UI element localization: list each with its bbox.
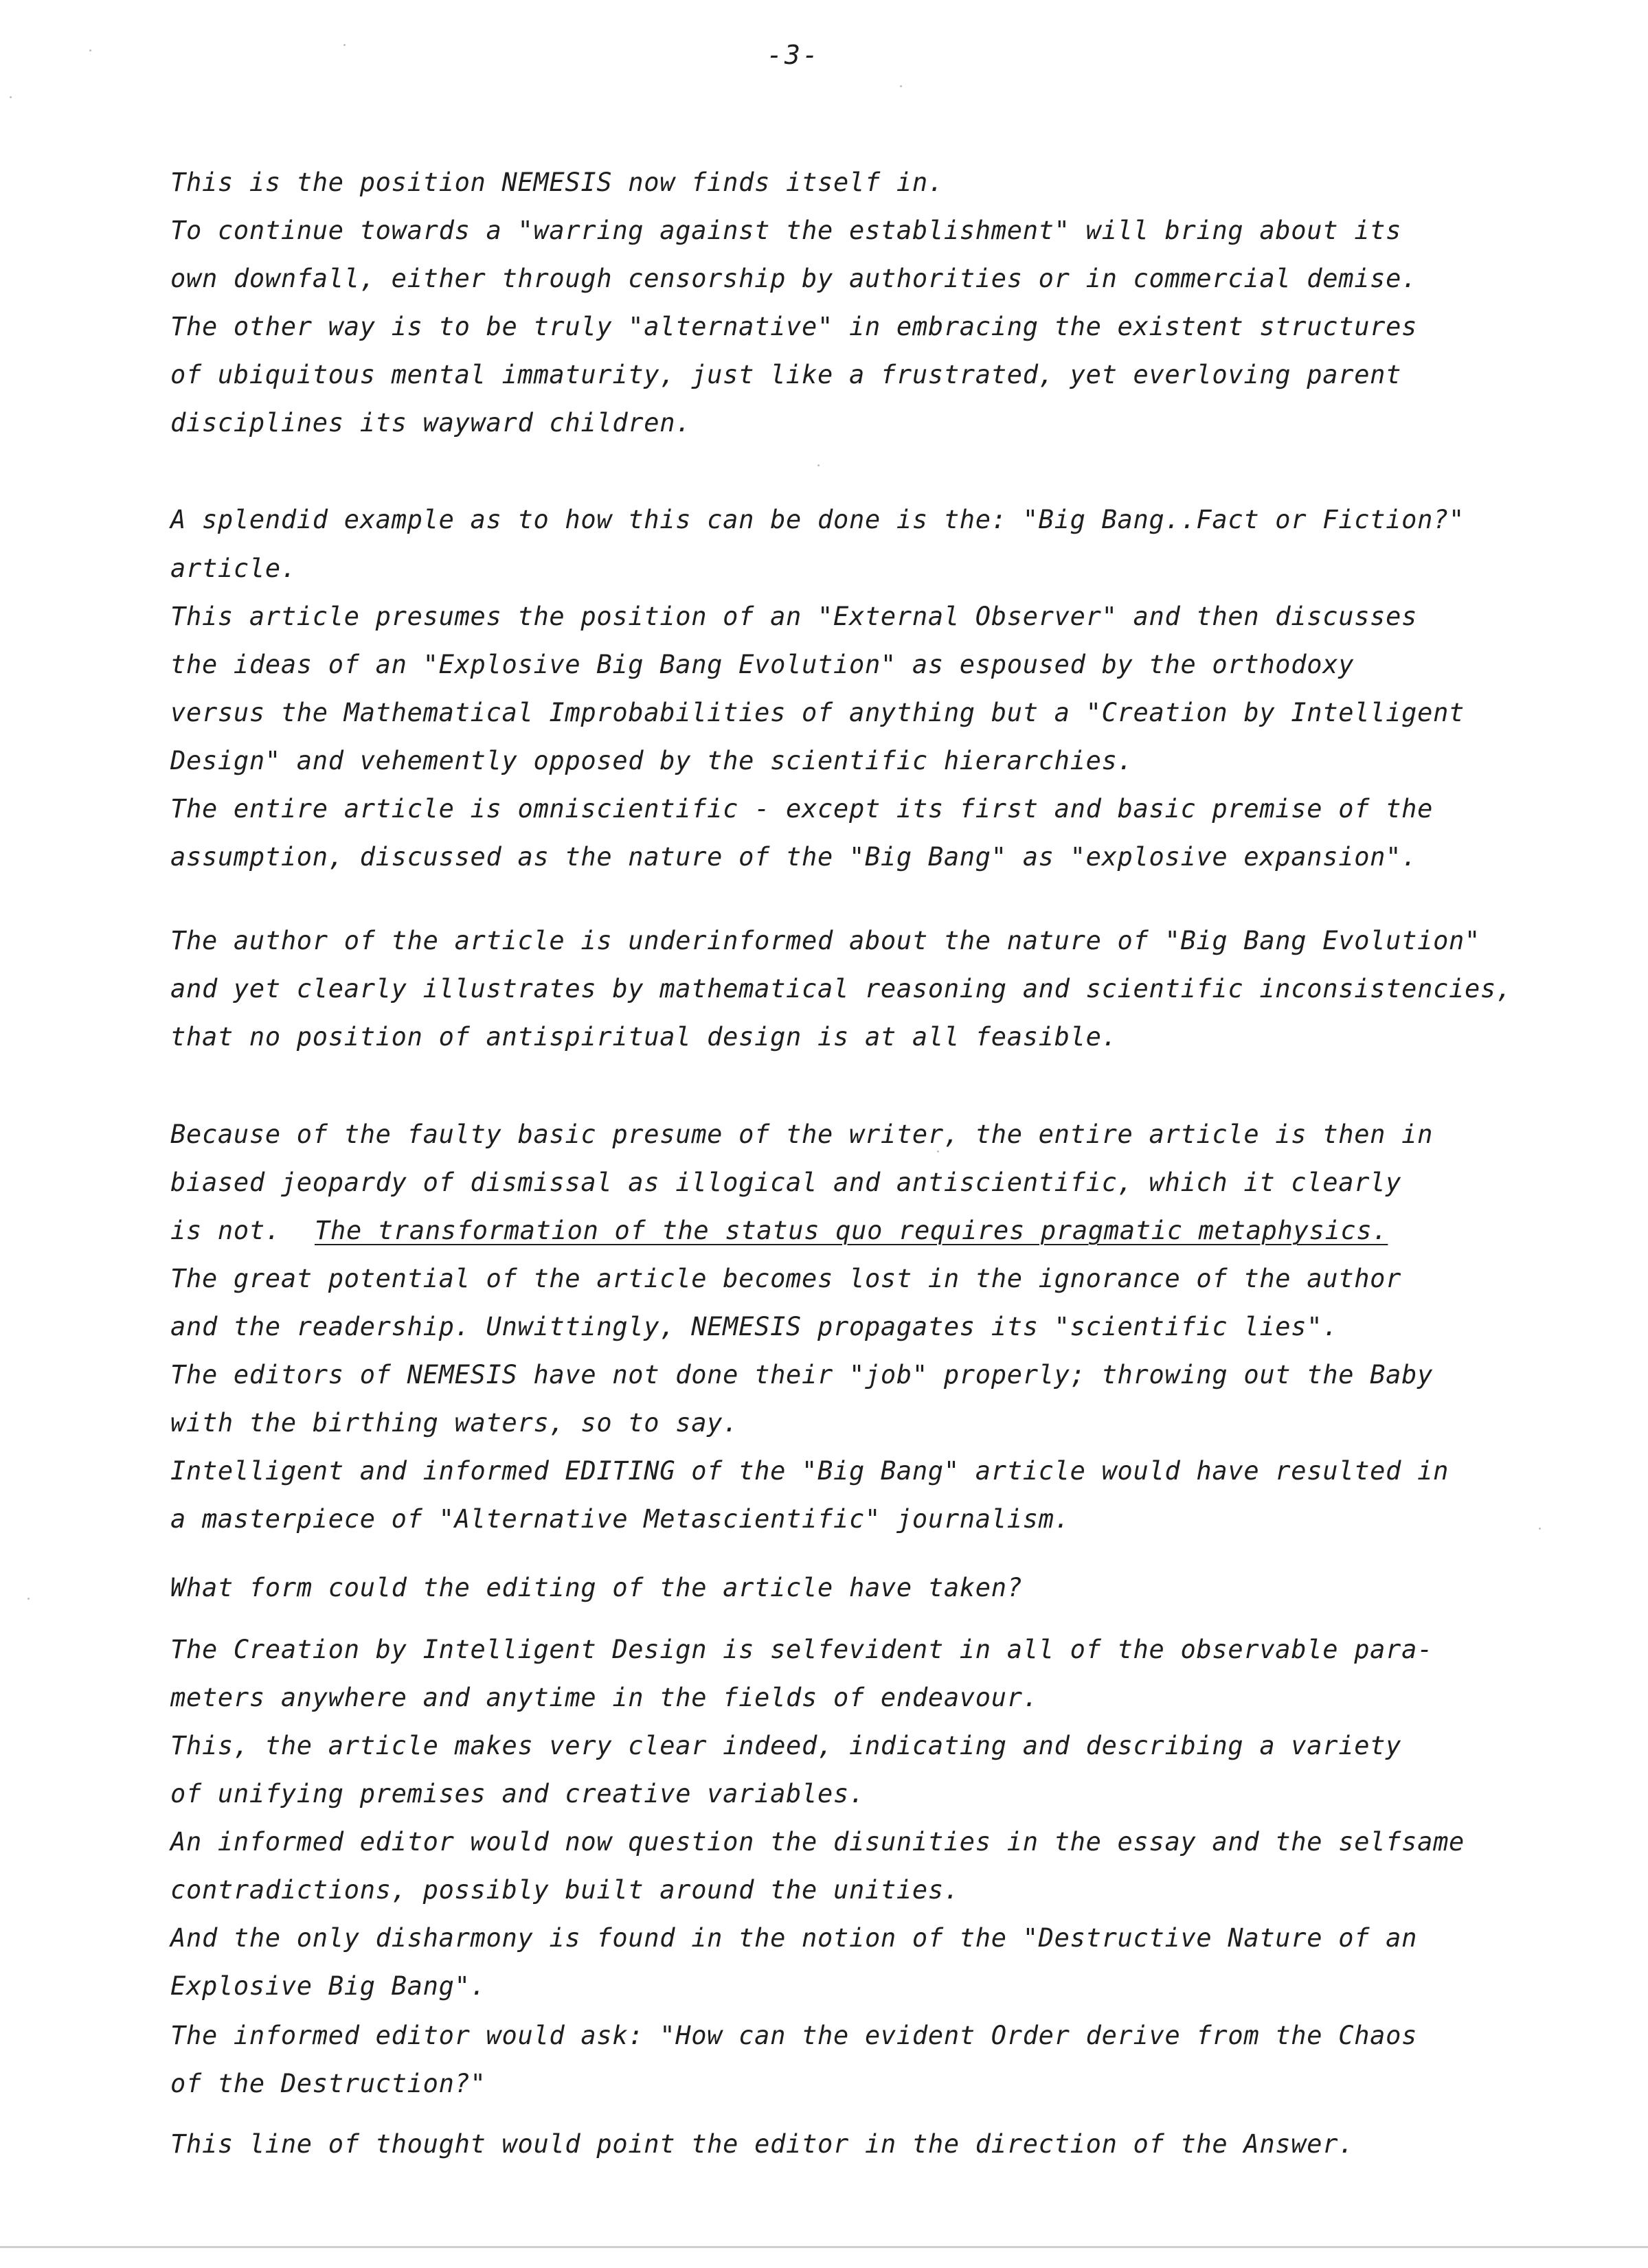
scan-speck (817, 464, 820, 466)
text-line: The entire article is omniscientific - except its first and basic premise of the (170, 794, 1434, 824)
text-line: assumption, discussed as the nature of the "Big Bang" as "explosive expansion". (170, 842, 1418, 872)
text-line: a masterpiece of "Alternative Metascientific" journalism. (170, 1504, 1070, 1534)
text-line: and yet clearly illustrates by mathematical reasoning and scientific inconsistencies, (170, 974, 1512, 1003)
scan-speck (343, 44, 346, 46)
text-line: The editors of NEMESIS have not done their "job" properly; throwing out the Baby (170, 1360, 1434, 1390)
scan-speck (10, 96, 12, 98)
text-line: A splendid example as to how this can be done is the: "Big Bang..Fact or Fiction?" (170, 505, 1465, 534)
text-line: Intelligent and informed EDITING of the "Big Bang" article would have resulted in (170, 1456, 1449, 1486)
scan-speck (1539, 1528, 1541, 1530)
text-line: that no position of antispiritual design is at all feasible. (170, 1022, 1118, 1052)
text-line: meters anywhere and anytime in the fields of endeavour. (170, 1683, 1039, 1712)
text-line: of unifying premises and creative variables. (170, 1779, 865, 1808)
scan-speck (900, 85, 902, 87)
page-bottom-edge (0, 2246, 1648, 2248)
text-line: And the only disharmony is found in the notion of the "Destructive Nature of an (170, 1923, 1418, 1953)
text-line: This, the article makes very clear indeed, indicating and describing a variety (170, 1731, 1402, 1760)
text-line: The author of the article is underinformed about the nature of "Big Bang Evolution" (170, 926, 1480, 955)
text-line: is not. (170, 1216, 281, 1245)
page-number: -3- (767, 40, 820, 70)
scan-speck (937, 1150, 939, 1153)
text-line: To continue towards a "warring against the establishment" will bring about its (170, 216, 1402, 245)
text-line: Because of the faulty basic presume of the writer, the entire article is then in (170, 1120, 1434, 1149)
text-line: The informed editor would ask: "How can the evident Order derive from the Chaos (170, 2021, 1418, 2050)
text-line: versus the Mathematical Improbabilities of anything but a "Creation by Intelligent (170, 698, 1465, 727)
text-line: This article presumes the position of an "External Observer" and then discusses (170, 602, 1418, 631)
scan-speck (89, 49, 91, 52)
text-line: contradictions, possibly built around the unities. (170, 1875, 960, 1905)
text-line: biased jeopardy of dismissal as illogical and antiscientific, which it clearly (170, 1168, 1402, 1197)
text-line: An informed editor would now question the disunities in the essay and the selfsame (170, 1827, 1465, 1857)
text-line: of the Destruction?" (170, 2069, 486, 2098)
scan-speck (27, 1598, 30, 1600)
text-line: disciplines its wayward children. (170, 408, 692, 438)
text-line: of ubiquitous mental immaturity, just like a frustrated, yet everloving parent (170, 360, 1402, 389)
text-line: This is the position NEMESIS now finds itself in. (170, 168, 944, 197)
text-line: What form could the editing of the article have taken? (170, 1573, 1023, 1602)
text-line: with the birthing waters, so to say. (170, 1408, 739, 1438)
text-line: This line of thought would point the editor in the direction of the Answer. (170, 2129, 1355, 2159)
text-line: article. (170, 554, 297, 583)
text-line: and the readership. Unwittingly, NEMESIS propagates its "scientific lies". (170, 1312, 1339, 1341)
text-line: The great potential of the article becomes lost in the ignorance of the author (170, 1264, 1402, 1293)
text-line: The Creation by Intelligent Design is selfevident in all of the observable para- (170, 1635, 1434, 1664)
text-line: the ideas of an "Explosive Big Bang Evolution" as espoused by the orthodoxy (170, 650, 1355, 679)
text-line: The other way is to be truly "alternative" in embracing the existent structures (170, 312, 1418, 341)
underlined-key-sentence: The transformation of the status quo requires pragmatic metaphysics. (315, 1216, 1388, 1245)
text-line: Explosive Big Bang". (170, 1971, 486, 2001)
text-line: own downfall, either through censorship by authorities or in commercial demise. (170, 264, 1418, 293)
text-line: Design" and vehemently opposed by the scientific hierarchies. (170, 746, 1133, 775)
